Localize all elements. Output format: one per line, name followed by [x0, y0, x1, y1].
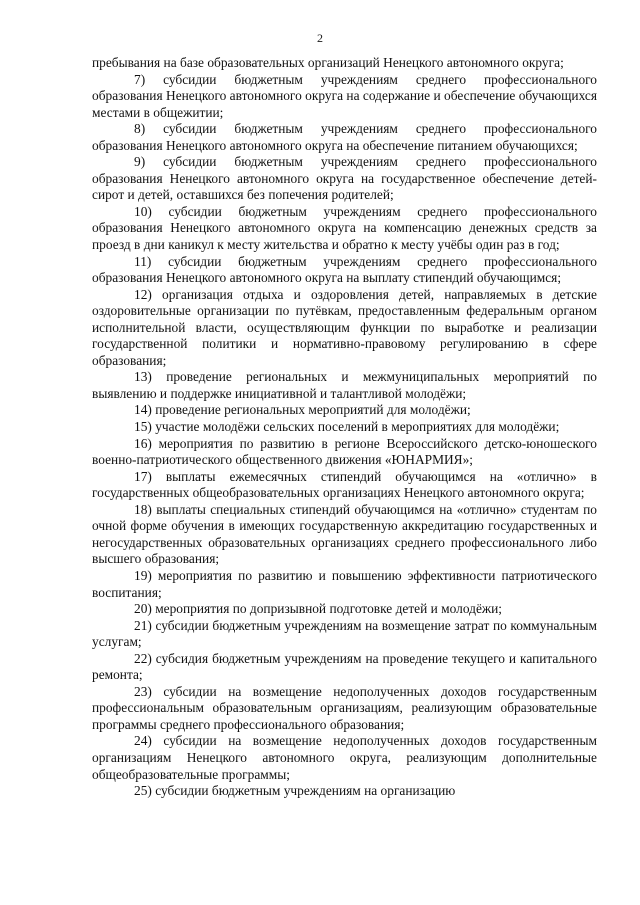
- paragraph: 21) субсидии бюджетным учреждениям на возмещение затрат по коммунальным услугам;: [92, 617, 597, 650]
- paragraph: 19) мероприятия по развитию и повышению эффективности патриотического воспитания;: [92, 567, 597, 600]
- paragraph: 11) субсидии бюджетным учреждениям среднего профессионального образования Ненецкого автономного округа на выплату стипендий обучающимся;: [92, 253, 597, 286]
- paragraph: 16) мероприятия по развитию в регионе Всероссийского детско-юношеского военно-патриотического общественного движения «ЮНАРМИЯ»;: [92, 435, 597, 468]
- paragraph: 7) субсидии бюджетным учреждениям среднего профессионального образования Ненецкого автономного округа на содержание и обеспечение обучающихся местами в общежитии;: [92, 71, 597, 120]
- paragraph: 24) субсидии на возмещение недополученных доходов государственным организациям Ненецкого автономного округа, реализующим дополнительные общеобразовательные программы;: [92, 733, 597, 782]
- paragraph: пребывания на базе образовательных организаций Ненецкого автономного округа;: [92, 55, 564, 70]
- paragraph: 13) проведение региональных и межмуниципальных мероприятий по выявлению и поддержке инициативной и талантливой молодёжи;: [92, 369, 597, 401]
- paragraph: 18) выплаты специальных стипендий обучающимся на «отлично» студентам по очной форме обучения в имеющих государственную аккредитацию государственных и негосударственных образовательных организациях среднего профессионального либо высшего образования;: [92, 501, 597, 567]
- paragraph: 8) субсидии бюджетным учреждениям среднего профессионального образования Ненецкого автономного округа на обеспечение питанием обучающихся;: [92, 121, 597, 153]
- paragraph: 12) организация отдыха и оздоровления детей, направляемых в детские оздоровительные организации по путёвкам, предоставленным федеральным органом исполнительной власти, осуществляющим функции по выработке и реализации государственной политики и нормативно-правовому регулированию в сфере образования;: [92, 286, 597, 368]
- paragraph: 14) проведение региональных мероприятий для молодёжи;: [134, 402, 471, 418]
- paragraph: 20) мероприятия по допризывной подготовке детей и молодёжи;: [134, 601, 503, 617]
- paragraph: 23) субсидии на возмещение недополученных доходов государственным профессиональным образовательным организациям, реализующим образовательные программы среднего профессионального образования;: [92, 683, 597, 732]
- page-number: 2: [317, 31, 323, 45]
- paragraph: 9) субсидии бюджетным учреждениям среднего профессионального образования Ненецкого автономного округа на государственное обеспечение детей-сирот и детей, оставшихся без попечения родителей;: [92, 154, 597, 203]
- paragraph: 17) выплаты ежемесячных стипендий обучающимся на «отлично» в государственных общеобразовательных организациях Ненецкого автономного округа;: [92, 468, 597, 501]
- paragraph: 22) субсидия бюджетным учреждениям на проведение текущего и капитального ремонта;: [92, 650, 597, 683]
- document-body: [92, 55, 597, 800]
- paragraph: 15) участие молодёжи сельских поселений в мероприятиях для молодёжи;: [134, 419, 560, 435]
- paragraph: 10) субсидии бюджетным учреждениям среднего профессионального образования Ненецкого автономного округа на компенсацию денежных средств за проезд в дни каникул к месту жительства и обратно к месту учёбы один раз в год;: [92, 203, 597, 253]
- paragraph: 25) субсидии бюджетным учреждениям на организацию: [134, 783, 456, 799]
